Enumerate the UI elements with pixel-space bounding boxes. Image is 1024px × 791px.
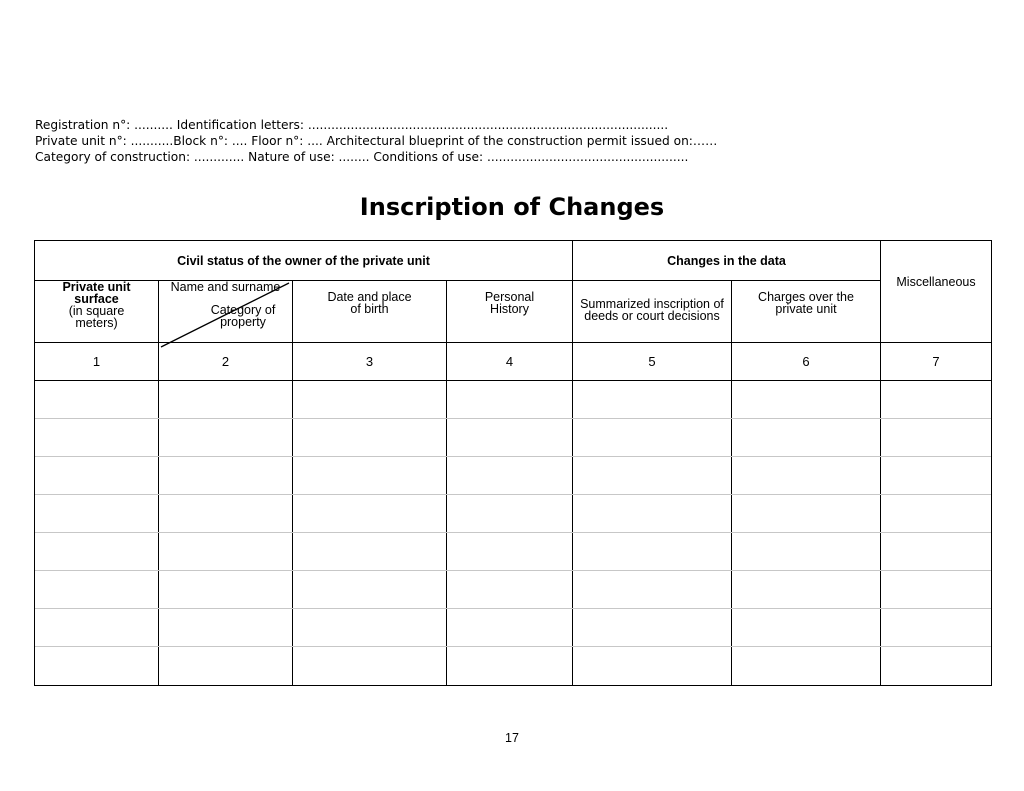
- header-name-surname: Name and surname: [170, 280, 281, 294]
- header-date-place-birth: Date and place of birth: [327, 290, 412, 316]
- group-header-civil-status: Civil status of the owner of the private unit: [177, 253, 430, 268]
- column-number: 1: [92, 353, 101, 369]
- header-surface-bold: Private unit surface: [62, 279, 131, 306]
- header-surface-unit: (in square meters): [68, 303, 125, 330]
- header-charges: Charges over the private unit: [758, 290, 854, 316]
- page-number: 17: [505, 731, 519, 745]
- registration-line: Registration n°: .......... Identification letters: .............................................................................................: [35, 118, 669, 132]
- group-header-changes: Changes in the data: [667, 253, 786, 268]
- column-number: 6: [802, 353, 810, 369]
- header-private-unit-surface: [35, 281, 158, 328]
- header-personal-history: Personal History: [484, 290, 535, 316]
- header-category-property: Category of property: [210, 303, 276, 329]
- page-title: Inscription of Changes: [359, 193, 665, 221]
- changes-table: [34, 240, 992, 686]
- header-summarized-inscription: Summarized inscription of deeds or court decisions: [580, 297, 724, 323]
- column-number: 2: [221, 353, 230, 369]
- column-number: 3: [365, 353, 374, 369]
- column-number: 5: [648, 353, 656, 369]
- header-miscellaneous: Miscellaneous: [896, 275, 976, 289]
- private-unit-line: Private unit n°: ...........Block n°: .... Floor n°: .... Architectural blueprint of the construction permit issued on:……: [35, 134, 718, 148]
- column-number: 7: [932, 353, 940, 369]
- column-number: 4: [505, 353, 514, 369]
- category-line: Category of construction: ............. Nature of use: ........ Conditions of use: ....................................................: [35, 150, 689, 164]
